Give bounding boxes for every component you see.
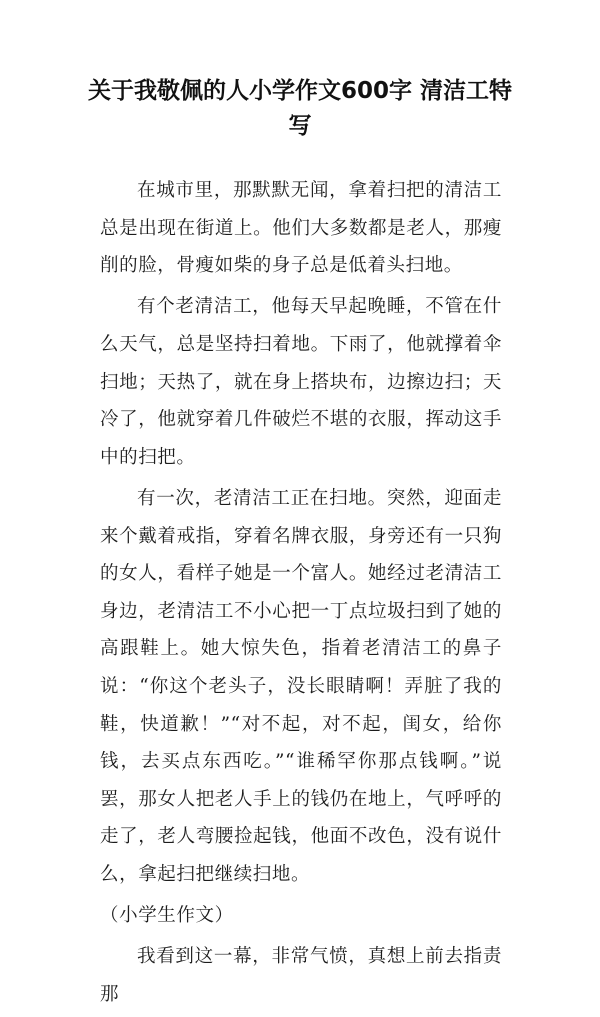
source-note: （小学生作文） — [100, 905, 234, 927]
paragraph-2: 有个老清洁工，他每天早起晚睡，不管在什么天气，总是坚持扫着地。下雨了，他就撑着伞扫地；天热了，就在身上搭块布，边擦边扫；天冷了，他就穿着几件破烂不堪的衣服，挥动这手中的扫把。 — [100, 296, 502, 468]
paragraph-4: 我看到这一幕，非常气愤，真想上前去指责那 — [100, 946, 502, 1005]
document-body — [100, 172, 502, 1017]
paragraph-3: 有一次，老清洁工正在扫地。突然，迎面走来个戴着戒指，穿着名牌衣服，身旁还有一只狗的女人，看样子她是一个富人。她经过老清洁工身边，老清洁工不小心把一丁点垃圾扫到了她的高跟鞋上。她大惊失色，指着老清洁工的鼻子说：“你这个老头子，没长眼睛啊！弄脏了我的鞋，快道歉！”“对不起，对不起，闺女，给你钱，去买点东西吃。”“谁稀罕你那点钱啊。”说罢，那女人把老人手上的钱仍在地上，气呼呼的走了，老人弯腰捡起钱，他面不改色，没有说什么，拿起扫把继续扫地。 — [100, 487, 502, 885]
paragraph-1: 在城市里，那默默无闻，拿着扫把的清洁工总是出现在街道上。他们大多数都是老人，那瘦削的脸，骨瘦如柴的身子总是低着头扫地。 — [100, 180, 502, 277]
document-title: 关于我敬佩的人小学作文600字 清洁工特写 — [87, 78, 513, 139]
